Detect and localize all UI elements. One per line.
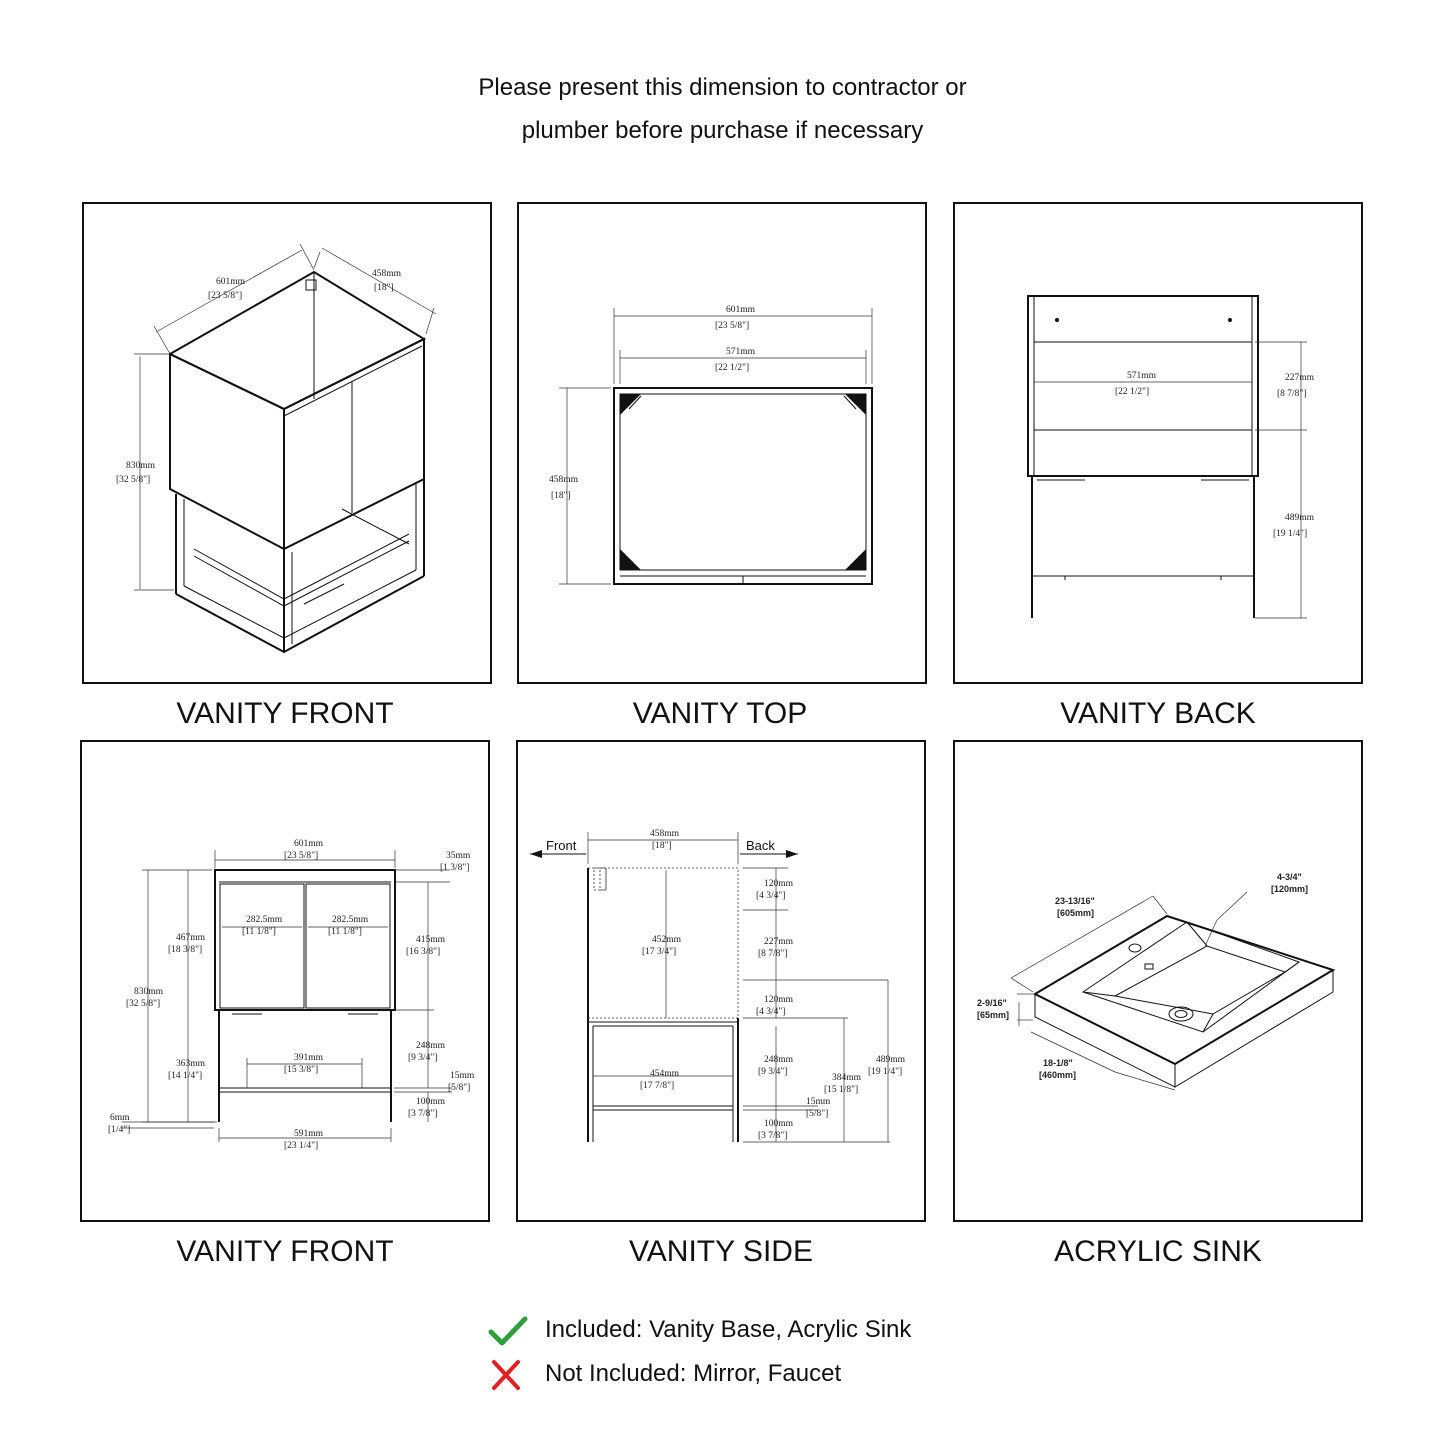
dim-d458-mm: 458mm xyxy=(650,829,680,839)
dim-bowl-mm: [120mm] xyxy=(1271,884,1309,894)
dim-h120b-mm: 120mm xyxy=(764,995,794,1005)
dim-depth-in: [18"] xyxy=(374,283,394,293)
dim-depth-in: 18-1/8" xyxy=(1043,1058,1073,1068)
dim-width-mm: [605mm] xyxy=(1057,908,1095,918)
header-line-2: plumber before purchase if necessary xyxy=(521,117,924,144)
dim-h467-mm: 467mm xyxy=(176,933,206,943)
dim-d458-in: [18"] xyxy=(652,841,672,851)
dim-w454-in: [17 7/8"] xyxy=(640,1081,675,1091)
dim-width-mm: 571mm xyxy=(1127,371,1157,381)
dim-top-mm: 601mm xyxy=(294,839,324,849)
dim-w391-mm: 391mm xyxy=(294,1053,324,1063)
dim-height-in: 2-9/16" xyxy=(977,998,1007,1008)
dim-h100-mm: 100mm xyxy=(764,1119,794,1129)
caption-vanity-front-elevation: VANITY FRONT xyxy=(176,1235,394,1268)
header-line-1: Please present this dimension to contractor or xyxy=(478,74,967,101)
dim-lower-mm: 489mm xyxy=(1285,513,1315,523)
dim-height-mm: [65mm] xyxy=(977,1010,1010,1020)
dim-h248-mm: 248mm xyxy=(416,1041,446,1051)
dim-upper-in: [8 7/8"] xyxy=(1277,389,1307,399)
check-icon xyxy=(488,1314,528,1350)
dim-t15-in: [5/8"] xyxy=(448,1083,471,1093)
header-note xyxy=(0,66,1445,152)
dim-h452-in: [17 3/4"] xyxy=(642,947,677,957)
dim-upper-mm: 227mm xyxy=(1285,373,1315,383)
vanity-back-drawing xyxy=(955,204,1361,682)
dim-h120a-in: [4 3/4"] xyxy=(756,891,786,901)
dim-h100-in: [3 7/8"] xyxy=(408,1109,438,1119)
dim-w454-mm: 454mm xyxy=(650,1069,680,1079)
dim-h384-mm: 384mm xyxy=(832,1073,862,1083)
dim-outer-in: [23 5/8"] xyxy=(715,321,750,331)
panel-vanity-back xyxy=(953,202,1363,684)
dim-depth-mm: [460mm] xyxy=(1039,1070,1077,1080)
panel-vanity-front-elevation xyxy=(80,740,490,1222)
caption-vanity-side: VANITY SIDE xyxy=(629,1235,813,1268)
dim-t35-in: [1 3/8"] xyxy=(440,863,470,873)
dim-h415-mm: 415mm xyxy=(416,935,446,945)
dim-depth-in: [18"] xyxy=(551,491,571,501)
dim-width-in: 23-13/16" xyxy=(1055,896,1095,906)
dim-h120a-mm: 120mm xyxy=(764,879,794,889)
front-label: Front xyxy=(546,838,577,853)
vanity-top-drawing xyxy=(519,204,925,682)
dim-h363-mm: 363mm xyxy=(176,1059,206,1069)
dim-lower-in: [19 1/4"] xyxy=(1273,529,1308,539)
dim-inner-in: [22 1/2"] xyxy=(715,363,750,373)
panel-vanity-front-iso xyxy=(82,202,492,684)
dim-top-in: [23 5/8"] xyxy=(284,851,319,861)
dim-w591-mm: 591mm xyxy=(294,1129,324,1139)
dim-h363-in: [14 1/4"] xyxy=(168,1071,203,1081)
dim-w591-in: [23 1/4"] xyxy=(284,1141,319,1151)
dim-h489-in: [19 1/4"] xyxy=(868,1067,903,1077)
dim-h227-in: [8 7/8"] xyxy=(758,949,788,959)
vanity-front-elevation-drawing xyxy=(82,742,488,1220)
caption-acrylic-sink: ACRYLIC SINK xyxy=(1054,1235,1262,1268)
dim-width-in: [22 1/2"] xyxy=(1115,387,1150,397)
dim-h100-mm: 100mm xyxy=(416,1097,446,1107)
caption-vanity-back: VANITY BACK xyxy=(1060,697,1256,730)
acrylic-sink-drawing xyxy=(955,742,1361,1220)
dim-w391-in: [15 3/8"] xyxy=(284,1065,319,1075)
dim-door-right-in: [11 1/8"] xyxy=(328,927,362,937)
dim-outer-mm: 601mm xyxy=(726,305,756,315)
dim-h452-mm: 452mm xyxy=(652,935,682,945)
dim-width-mm: 601mm xyxy=(216,277,246,287)
dim-t15-in: [5/8"] xyxy=(806,1109,829,1119)
panel-acrylic-sink xyxy=(953,740,1363,1222)
dim-h489-mm: 489mm xyxy=(876,1055,906,1065)
dim-door-right-mm: 282.5mm xyxy=(332,915,369,925)
vanity-side-drawing xyxy=(518,742,924,1220)
dim-depth-mm: 458mm xyxy=(549,475,579,485)
dim-width-in: [23 5/8"] xyxy=(208,291,243,301)
dim-h248-in: [9 3/4"] xyxy=(758,1067,788,1077)
dim-h467-in: [18 3/8"] xyxy=(168,945,203,955)
cross-icon xyxy=(488,1358,528,1394)
dim-door-left-mm: 282.5mm xyxy=(246,915,283,925)
dim-t6-mm: 6mm xyxy=(110,1113,130,1123)
dim-t15-mm: 15mm xyxy=(806,1097,831,1107)
legend-not-included-text: Not Included: Mirror, Faucet xyxy=(545,1360,842,1387)
dim-door-left-in: [11 1/8"] xyxy=(242,927,276,937)
dim-h227-mm: 227mm xyxy=(764,937,794,947)
dim-h830-mm: 830mm xyxy=(134,987,164,997)
dim-height-mm: 830mm xyxy=(126,461,156,471)
dim-h248-mm: 248mm xyxy=(764,1055,794,1065)
dim-height-in: [32 5/8"] xyxy=(116,475,151,485)
dim-h384-in: [15 1/8"] xyxy=(824,1085,859,1095)
panel-vanity-top xyxy=(517,202,927,684)
dim-inner-mm: 571mm xyxy=(726,347,756,357)
back-label: Back xyxy=(746,838,775,853)
panel-vanity-side xyxy=(516,740,926,1222)
dim-h830-in: [32 5/8"] xyxy=(126,999,161,1009)
dim-h100-in: [3 7/8"] xyxy=(758,1131,788,1141)
caption-vanity-front-iso: VANITY FRONT xyxy=(176,697,394,730)
vanity-front-iso-drawing xyxy=(84,204,490,682)
dim-h415-in: [16 3/8"] xyxy=(406,947,441,957)
dim-t15-mm: 15mm xyxy=(450,1071,475,1081)
dim-h248-in: [9 3/4"] xyxy=(408,1053,438,1063)
caption-vanity-top: VANITY TOP xyxy=(632,697,808,730)
dim-bowl-in: 4-3/4" xyxy=(1277,872,1302,882)
dim-t6-in: [1/4"] xyxy=(108,1125,131,1135)
dim-depth-mm: 458mm xyxy=(372,269,402,279)
legend-included-text: Included: Vanity Base, Acrylic Sink xyxy=(545,1316,912,1343)
dim-t35-mm: 35mm xyxy=(446,851,471,861)
dim-h120b-in: [4 3/4"] xyxy=(756,1007,786,1017)
